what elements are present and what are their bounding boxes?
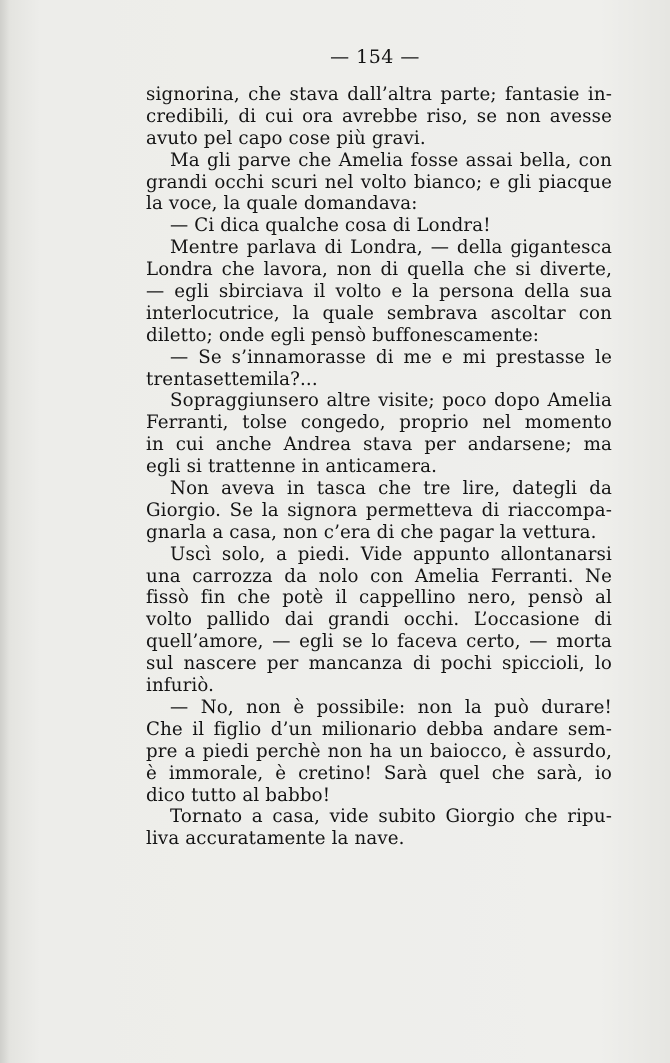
text-line: liva accuratamente la nave. [146, 828, 405, 850]
text-line: Giorgio. Se la signora permetteva di riaccompa- [146, 499, 612, 521]
text-line: pre a piedi perchè non ha un baiocco, è assurdo, [146, 740, 612, 762]
text-line: egli si trattenne in anticamera. [146, 456, 438, 478]
text-line: avuto pel capo cose più gravi. [146, 127, 426, 149]
text-line: la voce, la quale domandava: [146, 193, 418, 215]
text-line: in cui anche Andrea stava per andarsene; ma [146, 434, 612, 456]
text-line: sul nascere per mancanza di pochi spiccioli, lo [146, 653, 612, 675]
text-line: quell’amore, — egli se lo faceva certo, — morta [146, 631, 612, 653]
text-line: trentasettemila?... [146, 368, 318, 390]
text-line: Ferranti, tolse congedo, proprio nel momento [146, 412, 612, 434]
text-line: interlocutrice, la quale sembrava ascoltar con [146, 302, 612, 324]
text-line: — Se s’innamorasse di me e mi prestasse le [170, 346, 612, 368]
text-line: Che il figlio d’un milionario debba andare sem- [146, 718, 612, 740]
text-line: Tornato a casa, vide subito Giorgio che ripu- [170, 806, 612, 828]
text-line: Uscì solo, a piedi. Vide appunto allontanarsi [170, 543, 612, 565]
text-line: Sopraggiunsero altre visite; poco dopo Amelia [170, 390, 612, 412]
text-line: — No, non è possibile: non la può durare! [170, 696, 612, 718]
text-line: volto pallido dai grandi occhi. L’occasione di [146, 609, 612, 631]
text-line: grandi occhi scuri nel volto bianco; e gli piacque [146, 171, 612, 193]
text-line: Non aveva in tasca che tre lire, dategli da [170, 478, 612, 500]
text-line: fissò fin che potè il cappellino nero, pensò al [146, 587, 612, 609]
text-line: Mentre parlava di Londra, — della gigantesca [170, 237, 612, 259]
text-line: dico tutto al babbo! [146, 784, 331, 806]
text-line: Ma gli parve che Amelia fosse assai bella, con [170, 149, 612, 171]
text-line: è immorale, è cretino! Sarà quel che sarà, io [146, 762, 612, 784]
text-line: Londra che lavora, non di quella che si diverte, [146, 259, 612, 281]
body-text [146, 84, 612, 850]
text-line: — Ci dica qualche cosa di Londra! [170, 215, 491, 237]
text-line: — egli sbirciava il volto e la persona della sua [146, 281, 612, 303]
text-line: diletto; onde egli pensò buffonescamente: [146, 324, 540, 346]
page-number: — 154 — [330, 46, 420, 68]
text-line: infuriò. [146, 675, 215, 697]
text-line: una carrozza da nolo con Amelia Ferranti. Ne [146, 565, 612, 587]
text-line: gnarla a casa, non c’era di che pagar la vettura. [146, 521, 597, 543]
text-line: credibili, di cui ora avrebbe riso, se non avesse [146, 105, 612, 127]
text-line: signorina, che stava dall’altra parte; fantasie in- [146, 84, 612, 105]
